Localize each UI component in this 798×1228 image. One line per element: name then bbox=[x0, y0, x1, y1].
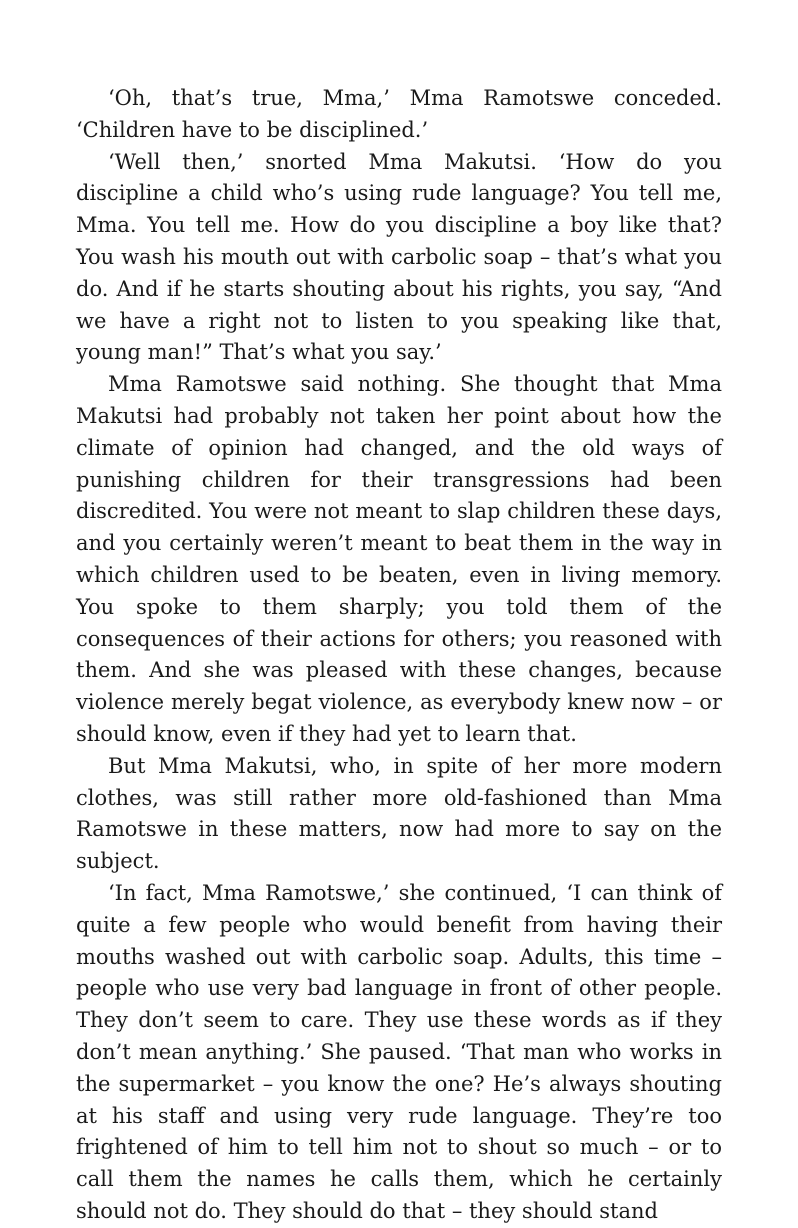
paragraph-5: ‘In fact, Mma Ramotswe,’ she continued, ‘I can think of quite a few people who would benefit from having their mouths washed out with carbolic soap. Adults, this time – people who use very bad language in front of other people. They don’t seem to care. They use these words as if they don’t mean anything.’ She paused. ‘That man who works in the supermarket – you know the one? He’s always shouting at his staff and using very rude language. They’re too frightened of him to tell him not to shout so much – or to call them the names he calls them, which he certainly should not do. They should do that – they should stand bbox=[76, 880, 722, 1223]
paragraph-1: ‘Oh, that’s true, Mma,’ Mma Ramotswe conceded. ‘Children have to be disciplined.’ bbox=[76, 86, 722, 142]
page-body bbox=[76, 83, 722, 1228]
paragraph-4: But Mma Makutsi, who, in spite of her more modern clothes, was still rather more old-fashioned than Mma Ramotswe in these matters, now had more to say on the subject. bbox=[76, 753, 722, 874]
paragraph-2: ‘Well then,’ snorted Mma Makutsi. ‘How do you discipline a child who’s using rude language? You tell me, Mma. You tell me. How do you discipline a boy like that? You wash his mouth out with carbolic soap – that’s what you do. And if he starts shouting about his rights, you say, “And we have a right not to listen to you speaking like that, young man!” That’s what you say.’ bbox=[76, 149, 722, 365]
paragraph-3: Mma Ramotswe said nothing. She thought that Mma Makutsi had probably not taken her point about how the climate of opinion had changed, and the old ways of punishing children for their transgressions had been discredited. You were not meant to slap children these days, and you certainly weren’t meant to beat them in the way in which children used to be beaten, even in living memory. You spoke to them sharply; you told them of the consequences of their actions for others; you reasoned with them. And she was pleased with these changes, because violence merely begat violence, as everybody knew now – or should know, even if they had yet to learn that. bbox=[76, 372, 722, 746]
